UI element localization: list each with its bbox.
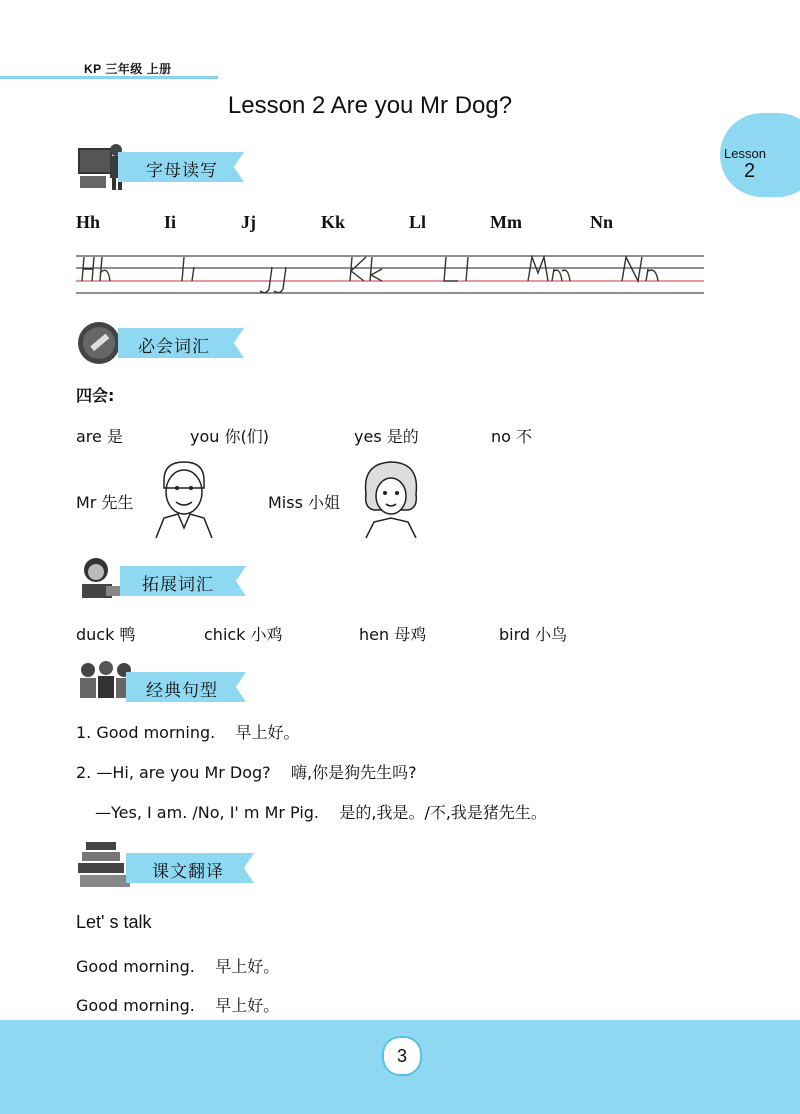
sentence-1: 1. Good morning. 早上好。	[76, 723, 300, 742]
letter-hh: Hh	[76, 212, 101, 232]
mr-illustration-icon	[150, 458, 216, 538]
header-rule	[0, 76, 218, 79]
extend-word-chick: chick 小鸡	[204, 625, 283, 644]
letter-kk: Kk	[321, 212, 346, 232]
vocab-word-yes: yes 是的	[354, 427, 419, 446]
extend-word-bird: bird 小鸟	[499, 625, 568, 644]
talk-line-1: Good morning. 早上好。	[76, 957, 280, 976]
section-title-letters: 字母读写	[146, 161, 218, 181]
letter-ii: Ii	[164, 212, 177, 232]
miss-illustration-icon	[358, 458, 424, 538]
letter-ll: Ll	[409, 212, 427, 232]
vocab-word-miss: Miss 小姐	[268, 493, 341, 512]
sentence-3: —Yes, I am. /No, I' m Mr Pig. 是的,我是。/不,我是猪先生。	[95, 803, 547, 822]
talk-heading: Let' s talk	[76, 912, 152, 932]
lesson-tab-word: Lesson	[724, 146, 766, 161]
child-reading-icon	[76, 556, 124, 602]
header-text: KP 三年级 上册	[84, 62, 172, 76]
letter-nn: Nn	[590, 212, 614, 232]
extend-word-duck: duck 鸭	[76, 625, 136, 644]
handwriting-staff	[76, 255, 704, 297]
section-title-vocab: 必会词汇	[138, 337, 210, 357]
lesson-tab-number: 2	[744, 160, 756, 182]
pencil-icon	[76, 320, 122, 366]
vocab-word-are: are 是	[76, 427, 123, 446]
section-title-extend: 拓展词汇	[142, 575, 214, 595]
vocab-word-no: no 不	[491, 427, 533, 446]
books-stack-icon	[76, 840, 132, 892]
page-number: 3	[382, 1036, 422, 1076]
section-title-translation: 课文翻译	[152, 862, 224, 882]
section-title-sentences: 经典句型	[146, 681, 218, 701]
talk-line-2: Good morning. 早上好。	[76, 996, 280, 1015]
vocab-heading: 四会:	[76, 386, 115, 405]
letter-jj: Jj	[241, 212, 256, 232]
page-title: Lesson 2 Are you Mr Dog?	[227, 92, 513, 119]
extend-word-hen: hen 母鸡	[359, 625, 427, 644]
vocab-word-you: you 你(们)	[190, 427, 269, 446]
letter-mm: Mm	[490, 212, 522, 232]
sentence-2: 2. —Hi, are you Mr Dog? 嗨,你是狗先生吗?	[76, 763, 417, 782]
vocab-word-mr: Mr 先生	[76, 493, 134, 512]
